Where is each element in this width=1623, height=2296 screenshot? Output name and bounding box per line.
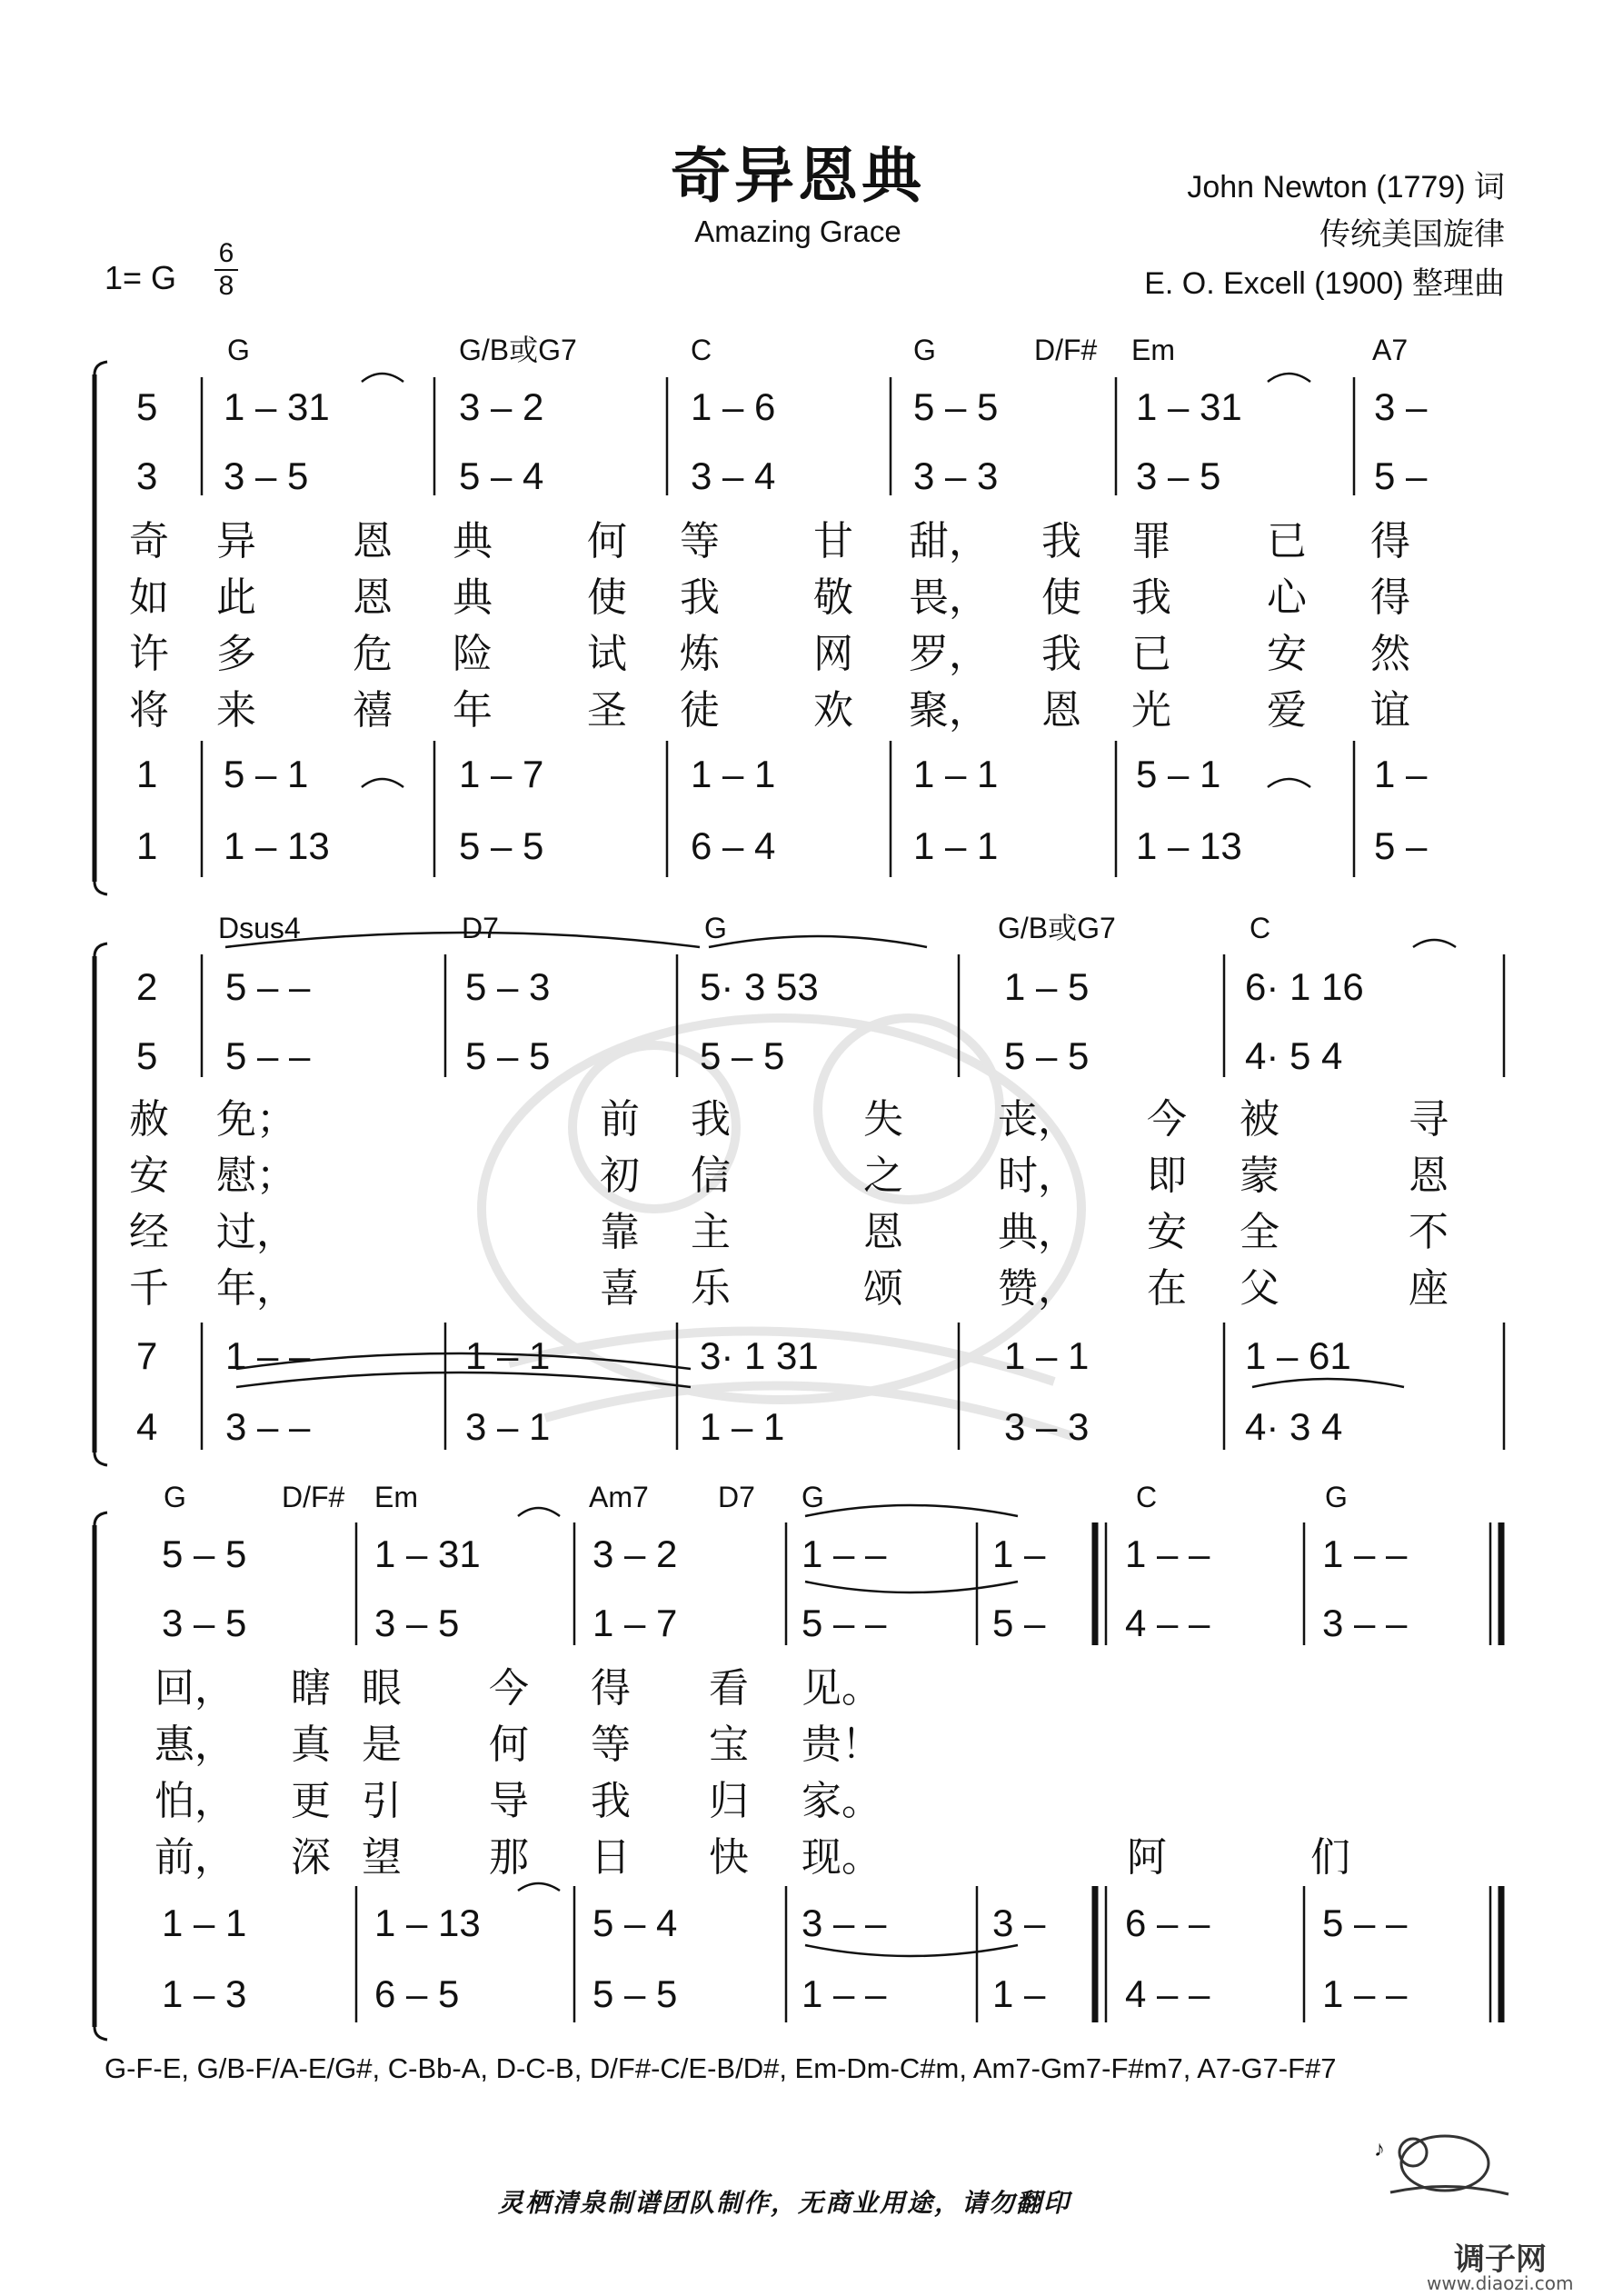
- lyric-char: 徒: [680, 687, 720, 734]
- chord-label: G: [704, 912, 727, 944]
- lyric-char: 罪: [1131, 518, 1171, 564]
- measure-notes: 5 – 4: [459, 454, 544, 497]
- measure-notes: 1 – –: [1125, 1532, 1210, 1575]
- measure-notes: 3 – 2: [592, 1532, 678, 1575]
- lyric-char: 归: [709, 1778, 749, 1824]
- lyric-char: 现。: [802, 1834, 881, 1881]
- measure-notes: 6 – 5: [374, 1972, 460, 2015]
- lyricist-credit: John Newton (1779) 词: [1187, 170, 1505, 205]
- measure-notes: 3 – 5: [1136, 454, 1221, 497]
- key-signature: 1= G: [105, 259, 177, 296]
- site-name: 调子网: [1454, 2241, 1547, 2278]
- measure-notes: 3 – –: [802, 1902, 887, 1944]
- lyric-char: 千: [129, 1265, 169, 1312]
- measure-notes: 4· 3 4: [1245, 1405, 1343, 1448]
- lyric-char: 怕，: [154, 1778, 234, 1824]
- alto-line: [162, 1602, 1408, 1644]
- measure-notes: 3 – –: [1322, 1602, 1408, 1644]
- measure-notes: 5 – 5: [459, 824, 544, 867]
- chord-label: G: [913, 334, 936, 366]
- measure-notes: 5 – 4: [592, 1902, 678, 1944]
- lyrics-verse-1: [129, 1096, 1449, 1143]
- measure-notes: 5 –: [1374, 454, 1428, 497]
- arranger-credit: E. O. Excell (1900) 整理曲: [1144, 266, 1505, 301]
- bass-line: [162, 1972, 1408, 2015]
- lyric-char: 恩: [1409, 1153, 1449, 1199]
- chord-label: Dsus4: [218, 912, 301, 944]
- measure-notes: 1 – 3: [162, 1972, 247, 2015]
- lyric-char: 安: [1147, 1209, 1187, 1255]
- lyric-char: 颂: [863, 1265, 903, 1312]
- lyric-char: 蒙: [1240, 1153, 1279, 1199]
- measure-notes: 1 – –: [802, 1532, 887, 1575]
- measure-notes: 4: [136, 1405, 158, 1448]
- lyric-char: 得: [591, 1665, 631, 1712]
- lyric-char: 更: [291, 1778, 331, 1824]
- measure-notes: 1 – 31: [1136, 385, 1242, 428]
- page-title: 奇异恩典: [671, 141, 925, 211]
- measure-notes: 1 – 5: [1004, 965, 1090, 1008]
- lyric-char: 阿: [1127, 1834, 1167, 1881]
- alto-line: [136, 1034, 1342, 1077]
- measure-notes: 1 – –: [802, 1972, 887, 2015]
- lyric-char: 安: [1267, 631, 1307, 677]
- lyric-char: 爱: [1267, 687, 1307, 734]
- lyric-char: 日: [591, 1834, 631, 1881]
- lyric-char: 得: [1370, 574, 1410, 621]
- transposition-note: G-F-E, G/B-F/A-E/G#, C-Bb-A, D-C-B, D/F#-C/E-B/D#, Em-Dm-C#m, Am7-Gm7-F#m7, A7-G7-F#7: [105, 2052, 1337, 2084]
- measure-notes: 1 – 1: [700, 1405, 785, 1448]
- lyric-char: 是: [362, 1722, 402, 1768]
- lyric-char: 靠: [600, 1209, 640, 1255]
- lyrics-verse-3: [129, 631, 1411, 677]
- measure-notes: 3 – 3: [913, 454, 999, 497]
- lyric-char: 然: [1370, 631, 1410, 677]
- lyric-char: 今: [1147, 1096, 1187, 1143]
- measure-notes: 3 – 5: [224, 454, 309, 497]
- lyric-char: 恩: [353, 518, 393, 564]
- lyric-char: 等: [680, 518, 720, 564]
- chord-label: C: [691, 334, 712, 366]
- tenor-line: [136, 753, 1428, 795]
- lyric-char: 们: [1310, 1834, 1350, 1881]
- measure-notes: 5 – 5: [592, 1972, 678, 2015]
- lyric-char: 宝: [709, 1722, 749, 1768]
- chord-label: G: [802, 1481, 824, 1513]
- lyric-char: 过，: [216, 1209, 296, 1255]
- measure-notes: 6· 1 16: [1245, 965, 1364, 1008]
- lyric-char: 导: [489, 1778, 529, 1824]
- lyric-char: 不: [1409, 1209, 1449, 1255]
- lyric-char: 何: [587, 518, 627, 564]
- lyric-char: 我: [680, 574, 720, 621]
- chord-label: G/B或G7: [998, 912, 1116, 944]
- page-subtitle: Amazing Grace: [694, 215, 901, 248]
- measure-notes: 5 – –: [1322, 1902, 1408, 1944]
- measure-notes: 5 – –: [802, 1602, 887, 1644]
- lyric-char: 我: [1041, 518, 1081, 564]
- lyric-char: 今: [489, 1665, 529, 1712]
- lyric-char: 得: [1370, 518, 1410, 564]
- chord-label: C: [1136, 1481, 1158, 1513]
- lyric-char: 我: [691, 1096, 731, 1143]
- measure-notes: 5 – 5: [1004, 1034, 1090, 1077]
- lyric-char: 异: [216, 518, 256, 564]
- lyric-char: 何: [489, 1722, 529, 1768]
- system-3-voices: [154, 1532, 1408, 2015]
- measure-notes: 3 – 2: [459, 385, 544, 428]
- lyric-char: 聚，: [909, 687, 989, 734]
- measure-notes: 6 – 4: [691, 824, 776, 867]
- lyrics-verse-4: [129, 687, 1410, 734]
- lyrics-verse-1: [129, 518, 1410, 564]
- tenor-line: [162, 1902, 1408, 1944]
- measure-notes: 5 – 5: [700, 1034, 785, 1077]
- measure-notes: 5 – 5: [162, 1532, 247, 1575]
- lyric-char: 典: [453, 518, 493, 564]
- lyric-char: 喜: [600, 1265, 640, 1312]
- chord-label: G: [227, 334, 250, 366]
- measure-notes: 1 –: [1374, 753, 1428, 795]
- lyric-char: 畏，: [909, 574, 989, 621]
- measure-notes: 1 – 1: [913, 824, 999, 867]
- chord-label: G/B或G7: [459, 334, 577, 366]
- lyric-char: 恩: [1041, 687, 1081, 734]
- lyric-char: 时，: [998, 1153, 1078, 1199]
- lyric-char: 使: [587, 574, 627, 621]
- lyric-char: 即: [1147, 1153, 1187, 1199]
- measure-notes: 4· 5 4: [1245, 1034, 1343, 1077]
- measure-notes: 5 – 3: [465, 965, 551, 1008]
- meter-top: 6: [218, 238, 234, 268]
- chord-label: D/F#: [282, 1481, 345, 1513]
- lyric-char: 已: [1267, 518, 1307, 564]
- system-1-voices: [129, 385, 1428, 867]
- lyric-char: 失: [863, 1096, 903, 1143]
- measure-notes: 1 – 13: [1136, 824, 1242, 867]
- measure-notes: 5: [136, 1034, 158, 1077]
- lyric-char: 敬: [813, 574, 853, 621]
- measure-notes: 3 – 5: [162, 1602, 247, 1644]
- lyric-char: 贵！: [802, 1722, 881, 1768]
- measure-notes: 5 – –: [225, 965, 311, 1008]
- measure-notes: 7: [136, 1334, 158, 1377]
- lyric-char: 深: [291, 1834, 331, 1881]
- svg-text:♪: ♪: [1374, 2137, 1385, 2161]
- measure-notes: 1: [136, 753, 158, 795]
- lyric-char: 真: [291, 1722, 331, 1768]
- lyric-char: 赦: [129, 1096, 169, 1143]
- lyrics-verse-2: [129, 574, 1410, 621]
- lyric-char: 之: [863, 1153, 903, 1199]
- lyric-char: 奇: [129, 518, 169, 564]
- chord-label: D7: [718, 1481, 755, 1513]
- measure-notes: 1 – 1: [913, 753, 999, 795]
- measure-notes: 5 –: [992, 1602, 1046, 1644]
- lyric-char: 将: [129, 687, 169, 734]
- lyric-char: 欢: [813, 687, 853, 734]
- measure-notes: 5 –: [1374, 824, 1428, 867]
- lyric-char: 禧: [353, 687, 393, 734]
- measure-notes: 1 –: [992, 1532, 1046, 1575]
- lyric-char: 已: [1131, 631, 1171, 677]
- measure-notes: 3 – 3: [1004, 1405, 1090, 1448]
- system-2-bracket: [95, 943, 107, 1465]
- measure-notes: 2: [136, 965, 158, 1008]
- measure-notes: 1 – 7: [592, 1602, 678, 1644]
- lyric-char: 前: [600, 1096, 640, 1143]
- soprano-line: [136, 385, 1428, 428]
- measure-notes: 3 – 4: [691, 454, 776, 497]
- copyright-note: 灵栖清泉制谱团队制作，无商业用途，请勿翻印: [497, 2188, 1070, 2218]
- lyric-char: 此: [216, 574, 256, 621]
- measure-notes: 1 – 1: [162, 1902, 247, 1944]
- lyric-char: 许: [129, 631, 169, 677]
- soprano-line: [162, 1532, 1408, 1575]
- lyric-char: 赞，: [998, 1265, 1078, 1312]
- lyric-char: 圣: [587, 687, 627, 734]
- lyric-char: 瞎: [291, 1665, 331, 1712]
- measure-notes: 5 – 5: [465, 1034, 551, 1077]
- lyric-char: 等: [591, 1722, 631, 1768]
- lyric-char: 安: [129, 1153, 169, 1199]
- lyric-char: 甜，: [909, 518, 989, 564]
- measure-notes: 3· 1 31: [700, 1334, 819, 1377]
- lyric-char: 眼: [362, 1665, 402, 1712]
- measure-notes: 1 – –: [1322, 1532, 1408, 1575]
- lyrics-verse-3: [129, 1209, 1449, 1255]
- lyric-char: 我: [591, 1778, 631, 1824]
- measure-notes: 1: [136, 824, 158, 867]
- measure-notes: 1 – 13: [224, 824, 330, 867]
- lyric-char: 父: [1240, 1265, 1279, 1312]
- lyric-char: 典: [453, 574, 493, 621]
- lyric-char: 甘: [813, 518, 853, 564]
- lyric-char: 寻: [1409, 1096, 1449, 1143]
- measure-notes: 1 – –: [1322, 1972, 1408, 2015]
- measure-notes: 3 – 1: [465, 1405, 551, 1448]
- lyric-char: 网: [813, 631, 853, 677]
- measure-notes: 1 – 6: [691, 385, 776, 428]
- measure-notes: 1 – 1: [1004, 1334, 1090, 1377]
- lyric-char: 信: [691, 1153, 731, 1199]
- chord-label: G: [1325, 1481, 1348, 1513]
- measure-notes: 1 – 61: [1245, 1334, 1351, 1377]
- measure-notes: 5 – 5: [913, 385, 999, 428]
- measure-notes: 3 –: [1374, 385, 1428, 428]
- measure-notes: 1 – 13: [374, 1902, 481, 1944]
- lyric-char: 炼: [680, 631, 720, 677]
- lyric-char: 恩: [353, 574, 393, 621]
- lyric-char: 来: [216, 687, 256, 734]
- measure-notes: 3: [136, 454, 158, 497]
- lyric-char: 那: [489, 1834, 529, 1881]
- system-1-barlines: [202, 377, 1354, 877]
- bass-line: [136, 824, 1428, 867]
- lyrics-verse-2: [154, 1722, 881, 1768]
- lyric-char: 家。: [802, 1778, 881, 1824]
- measure-notes: 4 – –: [1125, 1602, 1210, 1644]
- lyric-char: 引: [362, 1778, 402, 1824]
- lyric-char: 免；: [216, 1096, 296, 1143]
- lyric-char: 年，: [216, 1265, 296, 1312]
- lyrics-verse-1: [154, 1665, 881, 1712]
- lyric-char: 初: [600, 1153, 640, 1199]
- lyric-char: 我: [1041, 631, 1081, 677]
- soprano-line: [136, 965, 1364, 1008]
- chord-label: Am7: [589, 1481, 649, 1513]
- alto-line: [136, 454, 1428, 497]
- measure-notes: 1 – 1: [691, 753, 776, 795]
- measure-notes: 1 – 1: [465, 1334, 551, 1377]
- system-1-bracket: [95, 362, 107, 894]
- lyric-char: 典，: [998, 1209, 1078, 1255]
- lyric-char: 丧，: [998, 1096, 1078, 1143]
- lyric-char: 险: [453, 631, 493, 677]
- measure-notes: 1 – 31: [374, 1532, 481, 1575]
- lyric-char: 被: [1240, 1096, 1279, 1143]
- lyric-char: 慰；: [216, 1153, 296, 1199]
- system-2-voices: [129, 965, 1449, 1448]
- chord-label: Em: [1131, 334, 1175, 366]
- lyric-char: 快: [709, 1834, 749, 1881]
- measure-notes: 5 – 1: [1136, 753, 1221, 795]
- chord-label: A7: [1372, 334, 1409, 366]
- system-3-barlines: [356, 1522, 1501, 2022]
- lyric-char: 前，: [154, 1834, 234, 1881]
- measure-notes: 1 – 31: [224, 385, 330, 428]
- measure-notes: 3 –: [992, 1902, 1046, 1944]
- measure-notes: 5: [136, 385, 158, 428]
- tenor-line: [136, 1334, 1351, 1377]
- lyric-char: 试: [587, 631, 627, 677]
- measure-notes: 6 – –: [1125, 1902, 1210, 1944]
- measure-notes: 4 – –: [1125, 1972, 1210, 2015]
- lyric-char: 光: [1131, 687, 1171, 734]
- lyric-char: 使: [1041, 574, 1081, 621]
- lyric-char: 罗，: [909, 631, 989, 677]
- measure-notes: 5 – –: [225, 1034, 311, 1077]
- lyrics-verse-4: [129, 1265, 1449, 1312]
- measure-notes: 1 – 7: [459, 753, 544, 795]
- lyric-char: 心: [1267, 574, 1307, 621]
- measure-notes: 5· 3 53: [700, 965, 819, 1008]
- lyrics-verse-4: [154, 1834, 1350, 1881]
- chord-label: Em: [374, 1481, 418, 1513]
- lyric-char: 我: [1131, 574, 1171, 621]
- lyric-char: 见。: [802, 1665, 881, 1712]
- lyric-char: 年: [453, 687, 493, 734]
- lyric-char: 全: [1240, 1209, 1279, 1255]
- lyric-char: 回，: [154, 1665, 234, 1712]
- chord-label: C: [1250, 912, 1271, 944]
- bass-line: [136, 1405, 1342, 1448]
- lyric-char: 危: [353, 631, 393, 677]
- lyric-char: 主: [691, 1209, 731, 1255]
- chord-label: G: [164, 1481, 186, 1513]
- lyric-char: 如: [129, 574, 169, 621]
- lyrics-verse-3: [154, 1778, 881, 1824]
- meter-bottom: 8: [218, 271, 234, 301]
- lyric-char: 谊: [1370, 687, 1410, 734]
- lyric-char: 看: [709, 1665, 749, 1712]
- measure-notes: 3 – –: [225, 1405, 311, 1448]
- measure-notes: 1 – –: [225, 1334, 311, 1377]
- system-3-bracket: [95, 1512, 107, 2040]
- lyrics-verse-2: [129, 1153, 1449, 1199]
- measure-notes: 1 –: [992, 1972, 1046, 2015]
- lyric-char: 多: [216, 631, 256, 677]
- chord-label: D/F#: [1034, 334, 1098, 366]
- chord-label: D7: [462, 912, 499, 944]
- melody-origin-credit: 传统美国旋律: [1319, 217, 1505, 252]
- lyric-char: 经: [129, 1209, 169, 1255]
- measure-notes: 3 – 5: [374, 1602, 460, 1644]
- lyric-char: 在: [1147, 1265, 1187, 1312]
- lyric-char: 恩: [863, 1209, 903, 1255]
- lyric-char: 惠，: [154, 1722, 234, 1768]
- lyric-char: 望: [362, 1834, 402, 1881]
- lyric-char: 乐: [691, 1265, 731, 1312]
- lyric-char: 座: [1409, 1265, 1449, 1312]
- measure-notes: 5 – 1: [224, 753, 309, 795]
- site-url: www.diaozi.com: [1427, 2272, 1574, 2294]
